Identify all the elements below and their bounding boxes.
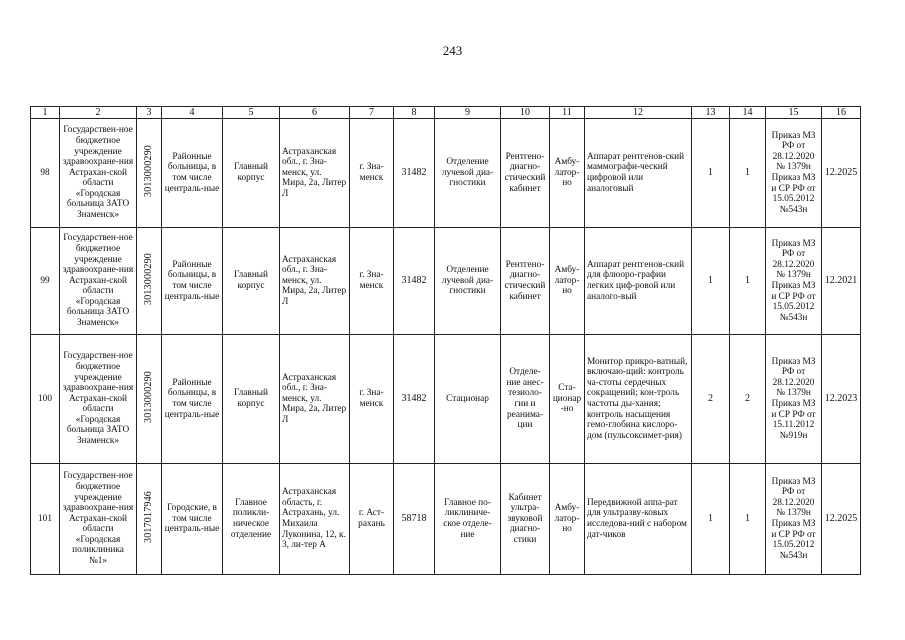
- equipment-table: [30, 106, 861, 575]
- unit-cell: Кабинет ультра-звуковой диагно-стики: [501, 464, 550, 575]
- quantity-cell: 1: [692, 228, 730, 335]
- code-text: 3013000290: [142, 371, 154, 424]
- date-cell: 12.2025: [822, 119, 861, 228]
- city-cell: г. Зна-менск: [350, 119, 394, 228]
- equipment-cell: Аппарат рентгенов-ский для флюоро-графии легких циф-ровой или аналого-вый: [585, 228, 692, 335]
- header-cell: 12: [585, 107, 692, 119]
- facility-type-cell: Районные больницы, в том числе централь-ные: [162, 335, 223, 464]
- oktmo-cell: 31482: [394, 228, 435, 335]
- order-cell: Приказ МЗ РФ от 28.12.2020 № 1379н Приказ МЗ и СР РФ от 15.05.2012 №543н: [766, 119, 822, 228]
- quantity-cell: 2: [692, 335, 730, 464]
- department-cell: Отделение лучевой диа-гностики: [435, 119, 501, 228]
- header-cell: 8: [394, 107, 435, 119]
- page-number: 243: [442, 43, 463, 58]
- unit-cell: Рентгено-диагно-стический кабинет: [501, 119, 550, 228]
- order-cell: Приказ МЗ РФ от 28.12.2020 № 1379н Приказ МЗ и СР РФ от 15.05.2012 №543н: [766, 228, 822, 335]
- row-number: 101: [31, 464, 60, 575]
- department-cell: Главное по-ликлиниче-ское отделе-ние: [435, 464, 501, 575]
- organization-cell: Государствен-ное бюджетное учреждение здравоохране-ния Астрахан-ской области «Городская поликлиника №1»: [60, 464, 137, 575]
- quantity-cell: 2: [730, 335, 766, 464]
- code-cell: [137, 464, 162, 575]
- quantity-cell: 1: [730, 228, 766, 335]
- table-row: [31, 335, 861, 464]
- header-cell: 6: [280, 107, 350, 119]
- unit-cell: Рентгено-диагно-стический кабинет: [501, 228, 550, 335]
- organization-cell: Государствен-ное бюджетное учреждение здравоохране-ния Астрахан-ской области «Городская больница ЗАТО Знаменск»: [60, 335, 137, 464]
- oktmo-cell: 58718: [394, 464, 435, 575]
- header-cell: 4: [162, 107, 223, 119]
- care-mode-cell: Амбу-латор-но: [550, 119, 585, 228]
- unit-cell: Отделе-ние анес-тезиоло-гии и реанима-ции: [501, 335, 550, 464]
- quantity-cell: 1: [692, 119, 730, 228]
- row-number: 99: [31, 228, 60, 335]
- header-cell: 10: [501, 107, 550, 119]
- header-cell: 2: [60, 107, 137, 119]
- header-cell: 5: [223, 107, 280, 119]
- address-cell: Астраханская обл., г. Зна-менск, ул. Мира, 2а, Литер Л: [280, 335, 350, 464]
- city-cell: г. Зна-менск: [350, 335, 394, 464]
- header-cell: 9: [435, 107, 501, 119]
- row-number: 100: [31, 335, 60, 464]
- date-cell: 12.2021: [822, 228, 861, 335]
- quantity-cell: 1: [730, 119, 766, 228]
- header-cell: 13: [692, 107, 730, 119]
- organization-cell: Государствен-ное бюджетное учреждение здравоохране-ния Астрахан-ской области «Городская больница ЗАТО Знаменск»: [60, 119, 137, 228]
- table-row: [31, 119, 861, 228]
- city-cell: г. Зна-менск: [350, 228, 394, 335]
- care-mode-cell: Амбу-латор-но: [550, 228, 585, 335]
- care-mode-cell: Амбу-латор-но: [550, 464, 585, 575]
- header-cell: 7: [350, 107, 394, 119]
- header-cell: 3: [137, 107, 162, 119]
- code-text: 3013000290: [142, 253, 154, 306]
- building-cell: Главный корпус: [223, 119, 280, 228]
- building-cell: Главное поликли-ническое отделение: [223, 464, 280, 575]
- header-cell: 1: [31, 107, 60, 119]
- equipment-cell: Аппарат рентгенов-ский маммографи-ческий цифровой или аналоговый: [585, 119, 692, 228]
- care-mode-cell: Ста-ционар-но: [550, 335, 585, 464]
- header-row: [31, 107, 861, 119]
- oktmo-cell: 31482: [394, 119, 435, 228]
- table-row: [31, 228, 861, 335]
- city-cell: г. Аст-рахань: [350, 464, 394, 575]
- quantity-cell: 1: [730, 464, 766, 575]
- facility-type-cell: Городские, в том числе централь-ные: [162, 464, 223, 575]
- organization-cell: Государствен-ное бюджетное учреждение здравоохране-ния Астрахан-ской области «Городская больница ЗАТО Знаменск»: [60, 228, 137, 335]
- code-cell: [137, 335, 162, 464]
- department-cell: Отделение лучевой диа-гностики: [435, 228, 501, 335]
- building-cell: Главный корпус: [223, 228, 280, 335]
- quantity-cell: 1: [692, 464, 730, 575]
- code-cell: [137, 119, 162, 228]
- address-cell: Астраханская область, г. Астрахань, ул. Михаила Луконина, 12, к. 3, ли-тер А: [280, 464, 350, 575]
- header-cell: 15: [766, 107, 822, 119]
- equipment-cell: Монитор прикро-ватный, включаю-щий: контроль ча-стоты сердечных сокращений; кон-троль частоты ды-хания; контроль насыщения гемо-глобина кислоро-дом (пульсоксимет-рия): [585, 335, 692, 464]
- oktmo-cell: 31482: [394, 335, 435, 464]
- date-cell: 12.2025: [822, 464, 861, 575]
- row-number: 98: [31, 119, 60, 228]
- facility-type-cell: Районные больницы, в том числе централь-ные: [162, 228, 223, 335]
- code-text: 3013000290: [142, 145, 154, 198]
- header-cell: 11: [550, 107, 585, 119]
- facility-type-cell: Районные больницы, в том числе централь-ные: [162, 119, 223, 228]
- code-cell: [137, 228, 162, 335]
- equipment-cell: Передвижной аппа-рат для ультразву-ковых исследова-ний с набором дат-чиков: [585, 464, 692, 575]
- order-cell: Приказ МЗ РФ от 28.12.2020 № 1379н Приказ МЗ и СР РФ от 15.05.2012 №543н: [766, 464, 822, 575]
- code-text: 3017017946: [142, 491, 154, 544]
- address-cell: Астраханская обл., г. Зна-менск, ул. Мира, 2а, Литер Л: [280, 119, 350, 228]
- header-cell: 16: [822, 107, 861, 119]
- order-cell: Приказ МЗ РФ от 28.12.2020 № 1379н Приказ МЗ и СР РФ от 15.11.2012 №919н: [766, 335, 822, 464]
- table-row: [31, 464, 861, 575]
- department-cell: Стационар: [435, 335, 501, 464]
- header-cell: 14: [730, 107, 766, 119]
- address-cell: Астраханская обл., г. Зна-менск, ул. Мира, 2а, Литер Л: [280, 228, 350, 335]
- building-cell: Главный корпус: [223, 335, 280, 464]
- date-cell: 12.2023: [822, 335, 861, 464]
